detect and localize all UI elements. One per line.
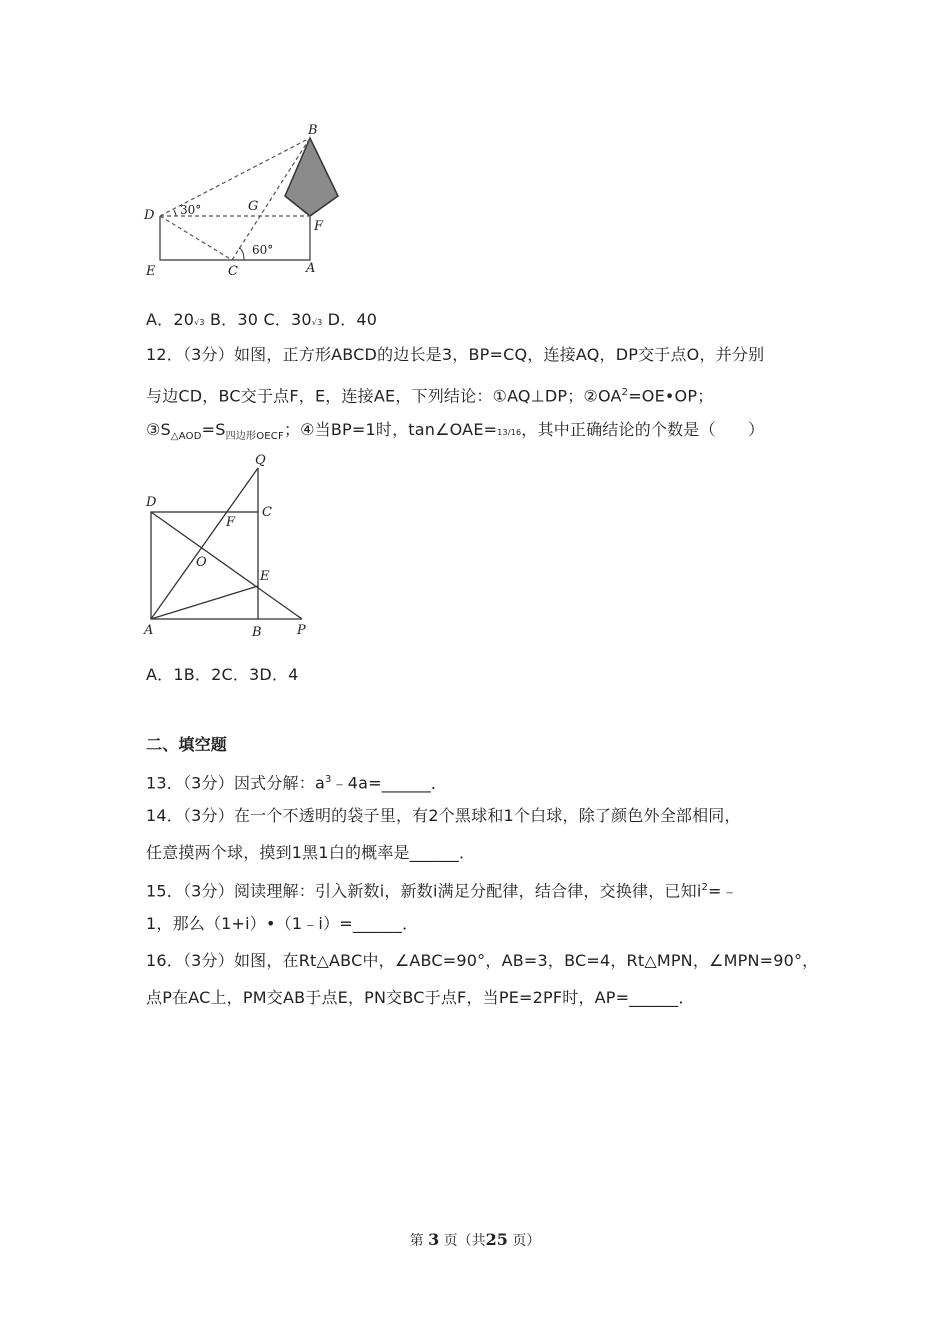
q11-angle-60: 60° xyxy=(252,243,274,257)
q13-sup: 3 xyxy=(324,774,332,785)
page-footer xyxy=(0,1230,950,1250)
q15-sup: 2 xyxy=(701,882,709,893)
q11-option-a: A．20 xyxy=(146,310,195,329)
q12-part4: ；④当BP=1时，tan∠OAE= xyxy=(283,420,498,439)
q12-line-1: 12．（3分）如图，正方形ABCD的边长是3，BP=CQ，连接AQ，DP交于点O，并分别 xyxy=(146,345,765,364)
q11-option-d: D．40 xyxy=(327,310,378,329)
q11-label-E: E xyxy=(146,264,156,278)
q12-line-2-sup: 2 xyxy=(621,387,629,398)
q12-s1: ③S xyxy=(146,420,171,439)
footer-page-number: 3 xyxy=(428,1230,440,1249)
section-2-title: 二、填空题 xyxy=(146,735,228,754)
q12-fraction: 13/16 xyxy=(497,428,522,437)
q11-option-c-root: √3 xyxy=(311,318,323,327)
q12-line-2-suffix: =OE•OP； xyxy=(628,386,714,406)
q11-option-a-root: √3 xyxy=(194,318,205,327)
q12-label-Q: Q xyxy=(255,453,266,468)
q13-prefix: 13．（3分）因式分解：a xyxy=(146,773,325,793)
q11-label-D: D xyxy=(144,208,155,223)
q14-line-2: 任意摸两个球，摸到1黑1白的概率是______． xyxy=(146,843,476,862)
q12-figure xyxy=(140,450,320,640)
q11-angle-30: 30° xyxy=(180,203,202,217)
q11-dashed-lines xyxy=(160,138,310,260)
q15-line-1 xyxy=(146,877,738,902)
q12-line-2 xyxy=(146,382,713,407)
q12-line-3-end: ，其中正确结论的个数是（ ） xyxy=(521,420,765,439)
q15-line-1-prefix: 15．（3分）阅读理解：引入新数i，新数i满足分配律，结合律，交换律，已知i xyxy=(146,881,702,901)
q11-figure xyxy=(140,118,360,278)
q12-label-E: E xyxy=(260,569,270,584)
q11-label-G: G xyxy=(248,199,259,214)
q12-label-F: F xyxy=(226,515,236,530)
q11-option-b: B．30 xyxy=(210,310,259,329)
footer-post: 页） xyxy=(512,1233,541,1249)
q12-label-D: D xyxy=(146,495,157,510)
q11-label-A: A xyxy=(306,261,316,276)
q12-label-O: O xyxy=(196,555,207,570)
q11-solid-lines xyxy=(160,216,310,260)
q12-lines xyxy=(151,468,302,619)
q12-options: A．1B．2C．3D．4 xyxy=(146,665,299,684)
q12-label-A: A xyxy=(144,623,154,638)
q11-label-B: B xyxy=(308,123,318,138)
q11-label-F: F xyxy=(314,219,324,234)
q15-line-2: 1，那么（1+i）•（1﹣i）=______． xyxy=(146,914,419,933)
q11-label-C: C xyxy=(228,264,238,278)
q11-options xyxy=(146,309,377,334)
q16-line-2: 点P在AC上，PM交AB于点E，PN交BC于点F，当PE=2PF时，AP=______． xyxy=(146,988,695,1007)
q11-kite xyxy=(285,138,338,216)
q12-line-2-prefix: 与边CD，BC交于点F，E，连接AE，下列结论：①AQ⊥DP；②OA xyxy=(146,386,622,406)
q13-suffix: ﹣4a=______． xyxy=(331,773,448,793)
q11-option-c: C．30 xyxy=(263,310,312,329)
q12-line-3 xyxy=(146,419,764,448)
q12-sub-oecf: 四边形OECF xyxy=(225,431,284,443)
footer-pre: 第 xyxy=(409,1233,424,1249)
q12-label-B: B xyxy=(252,625,262,640)
q12-label-P: P xyxy=(297,623,306,638)
q12-sub-aod: △AOD xyxy=(170,431,202,443)
q13-line xyxy=(146,769,447,794)
q12-s2: =S xyxy=(201,420,226,439)
q14-line-1: 14．（3分）在一个不透明的袋子里，有2个黑球和1个白球，除了颜色外全部相同， xyxy=(146,806,741,825)
footer-total-pages: 25 xyxy=(485,1230,508,1249)
q12-label-C: C xyxy=(262,505,272,520)
q16-line-1: 16．（3分）如图，在Rt△ABC中，∠ABC=90°，AB=3，BC=4，Rt△MPN，∠MPN=90°， xyxy=(146,951,819,970)
q15-line-1-suffix: =﹣ xyxy=(708,881,738,901)
footer-mid: 页（共 xyxy=(443,1233,486,1249)
